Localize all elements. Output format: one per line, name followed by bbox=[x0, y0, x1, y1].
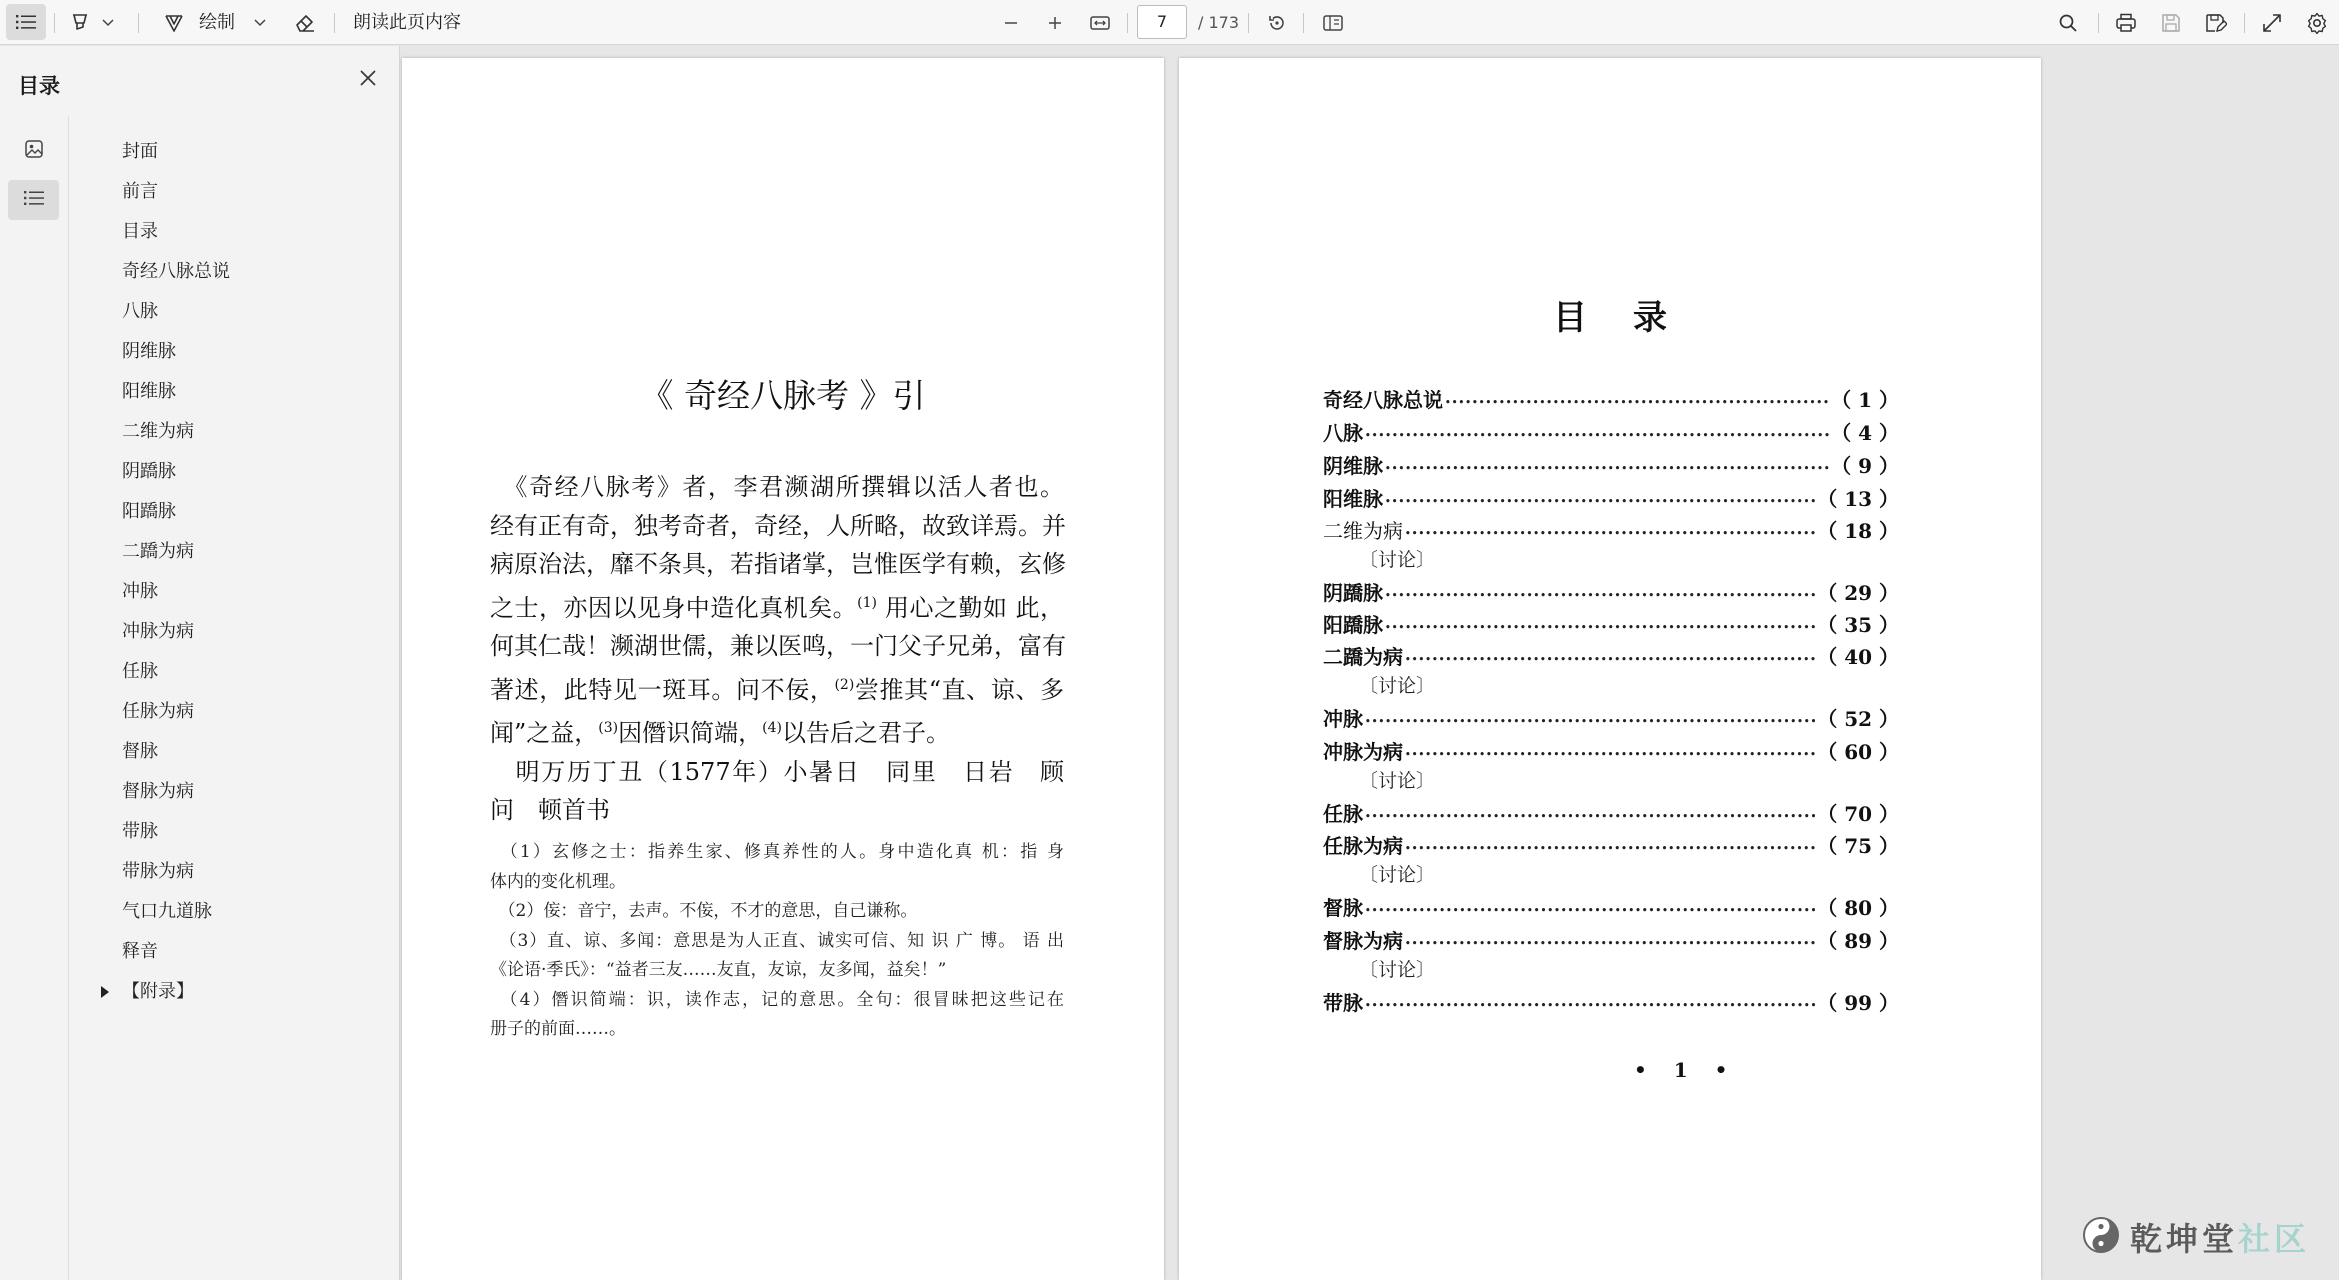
toc-label: 阴蹻脉 bbox=[1323, 580, 1383, 605]
toc-page: （ 40 ） bbox=[1817, 644, 1899, 669]
toc-entry bbox=[1323, 576, 1899, 606]
watermark bbox=[2082, 1215, 2310, 1259]
text-line bbox=[490, 584, 1064, 628]
outline-item[interactable]: 任脉为病 bbox=[122, 701, 194, 722]
text-line: 明万历丁丑（1577年）小暑日 同里 日岩 顾 bbox=[490, 757, 1064, 786]
print-button[interactable] bbox=[2111, 0, 2141, 45]
sidebar-rail bbox=[0, 116, 69, 1280]
toc-page: （ 70 ） bbox=[1817, 801, 1899, 826]
sidebar bbox=[0, 46, 400, 1280]
save-icon bbox=[2161, 13, 2181, 33]
outline-icon bbox=[24, 190, 44, 210]
save-as-button[interactable] bbox=[2201, 0, 2231, 45]
footnote-ref: (4) bbox=[762, 720, 782, 736]
close-sidebar-button[interactable] bbox=[354, 66, 382, 94]
toc-entry bbox=[1323, 514, 1899, 544]
outline-item[interactable]: 二蹻为病 bbox=[122, 541, 194, 562]
toc-entry bbox=[1323, 986, 1899, 1016]
outline-item[interactable]: 任脉 bbox=[122, 661, 158, 682]
highlight-icon bbox=[70, 13, 92, 33]
toc-label: 阴维脉 bbox=[1323, 453, 1383, 478]
text-fragment: 著述，此特见一斑耳。问不佞， bbox=[490, 675, 835, 704]
search-button[interactable] bbox=[2053, 0, 2083, 45]
toc-leader bbox=[1385, 485, 1815, 509]
toc-leader bbox=[1385, 452, 1829, 476]
toc-entry bbox=[1323, 482, 1899, 512]
footnote-ref: (3) bbox=[598, 720, 619, 736]
pdf-page-right bbox=[1179, 58, 2041, 1280]
read-aloud-button[interactable]: 朗读此页内容 bbox=[353, 12, 461, 33]
outline-view-button[interactable] bbox=[8, 180, 59, 220]
text-line bbox=[490, 666, 1064, 710]
toc-entry bbox=[1323, 891, 1899, 921]
toc-label: 阳蹻脉 bbox=[1323, 612, 1383, 637]
toc-page: （ 89 ） bbox=[1817, 928, 1899, 953]
outline-item[interactable]: 前言 bbox=[122, 181, 158, 202]
toc-page: （ 1 ） bbox=[1831, 387, 1899, 412]
fit-width-button[interactable] bbox=[1085, 0, 1115, 45]
toc-label: 冲脉 bbox=[1323, 706, 1363, 731]
fit-width-icon bbox=[1090, 15, 1110, 31]
fullscreen-button[interactable] bbox=[2257, 0, 2287, 45]
outline-item-appendix[interactable]: 【附录】 bbox=[122, 981, 194, 1002]
toc-leader bbox=[1405, 738, 1815, 762]
expand-appendix-button[interactable] bbox=[98, 977, 112, 1007]
outline-item[interactable]: 八脉 bbox=[122, 301, 158, 322]
footnotes bbox=[490, 838, 1064, 1045]
text-line bbox=[490, 709, 1064, 753]
footnote-line: 体内的变化机理。 bbox=[490, 871, 626, 892]
toc-subentry: 〔讨论〕 bbox=[1359, 770, 1436, 792]
document-viewer[interactable] bbox=[401, 46, 2339, 1280]
toc-label: 任脉 bbox=[1323, 801, 1363, 826]
toc-leader bbox=[1405, 517, 1815, 541]
zoom-out-button[interactable] bbox=[996, 0, 1026, 45]
text-line: 《奇经八脉考》者，李君濒湖所撰辑以活人者也。 bbox=[490, 473, 1064, 501]
footnote-ref: (1) bbox=[857, 594, 877, 611]
toc-page: （ 9 ） bbox=[1831, 453, 1899, 478]
toc-label: 二维为病 bbox=[1323, 518, 1403, 543]
page-number-input[interactable]: 7 bbox=[1137, 5, 1187, 39]
text-fragment: 因僭识简端， bbox=[618, 719, 763, 747]
footnote-line: 《论语·季氏》：“益者三友……友直，友谅，友多闻，益矣！” bbox=[490, 960, 947, 980]
fullscreen-icon bbox=[2262, 13, 2282, 33]
toc-page: （ 60 ） bbox=[1817, 739, 1899, 764]
toc-entry bbox=[1323, 735, 1899, 765]
draw-label[interactable]: 绘制 bbox=[199, 12, 235, 33]
outline-item[interactable]: 释音 bbox=[122, 941, 158, 962]
watermark-accent: 社区 bbox=[2238, 1220, 2311, 1258]
outline-item[interactable]: 带脉 bbox=[122, 821, 158, 842]
toc-label: 带脉 bbox=[1323, 990, 1363, 1015]
toc-subentry: 〔讨论〕 bbox=[1359, 959, 1436, 981]
outline-item[interactable]: 督脉为病 bbox=[122, 781, 194, 802]
toc-page: （ 52 ） bbox=[1817, 706, 1899, 731]
outline-item[interactable]: 冲脉为病 bbox=[122, 621, 194, 642]
erase-button[interactable] bbox=[290, 0, 320, 45]
toc-leader bbox=[1365, 989, 1815, 1013]
toc-entry bbox=[1323, 383, 1899, 413]
toc-page: （ 80 ） bbox=[1817, 895, 1899, 920]
page-heading: 《 奇经八脉考 》引 bbox=[640, 376, 926, 415]
text-line: 病原治法，靡不条具，若指诸掌，岂惟医学有赖，玄修 bbox=[490, 550, 1066, 578]
outline-item[interactable]: 奇经八脉总说 bbox=[122, 261, 230, 282]
toc-entry bbox=[1323, 608, 1899, 638]
toc-subentry: 〔讨论〕 bbox=[1359, 549, 1436, 571]
outline-item[interactable]: 阴维脉 bbox=[122, 341, 176, 362]
outline-item[interactable]: 气口九道脉 bbox=[122, 901, 212, 922]
toc-page: （ 4 ） bbox=[1831, 420, 1899, 445]
toc-label: 二蹻为病 bbox=[1323, 644, 1403, 669]
page-total: / 173 bbox=[1198, 13, 1240, 32]
toc-page: （ 35 ） bbox=[1817, 612, 1899, 637]
close-icon bbox=[358, 68, 378, 92]
text-line: 经有正有奇，独考奇者，奇经，人所略，故致详焉。并 bbox=[490, 511, 1066, 540]
toc-label: 督脉为病 bbox=[1323, 928, 1403, 953]
text-fragment: 以告后之君子。 bbox=[781, 719, 950, 747]
text-fragment: 闻”之益， bbox=[490, 719, 599, 747]
toc-subentry: 〔讨论〕 bbox=[1359, 864, 1436, 886]
toc-leader bbox=[1405, 927, 1815, 951]
rotate-icon bbox=[1267, 13, 1287, 33]
outline-item[interactable]: 封面 bbox=[122, 141, 158, 162]
outline-item[interactable]: 二维为病 bbox=[122, 421, 194, 442]
thumbnails-icon bbox=[24, 139, 44, 163]
toc-leader bbox=[1385, 579, 1815, 603]
outline-item[interactable]: 冲脉 bbox=[122, 581, 158, 602]
draw-options-button[interactable] bbox=[252, 0, 268, 45]
page-view-button[interactable] bbox=[1318, 0, 1348, 45]
text-fragment: 之士，亦因以见身中造化真机矣。 bbox=[490, 593, 858, 622]
text-line: 何其仁哉！濒湖世儒，兼以医鸣，一门父子兄弟，富有 bbox=[490, 632, 1066, 660]
footnote-line: 册子的前面……。 bbox=[490, 1019, 626, 1039]
toc-entry bbox=[1323, 449, 1899, 479]
text-line: 问 顿首书 bbox=[490, 796, 610, 824]
zoom-in-icon bbox=[1047, 15, 1063, 31]
toc-subentry: 〔讨论〕 bbox=[1359, 675, 1436, 697]
search-icon bbox=[2058, 13, 2078, 33]
text-fragment: 用心之勤如 此， bbox=[876, 593, 1064, 622]
footnote-line: （1）玄修之士：指养生家、修真养性的人。身中造化真 机：指 身 bbox=[490, 842, 1064, 862]
draw-icon bbox=[164, 13, 186, 33]
toc-page: （ 13 ） bbox=[1817, 486, 1899, 511]
save-as-icon bbox=[2205, 13, 2227, 33]
draw-button[interactable] bbox=[160, 0, 190, 45]
settings-icon bbox=[2306, 12, 2328, 34]
toc-label: 督脉 bbox=[1323, 895, 1363, 920]
sidebar-title: 目录 bbox=[18, 74, 60, 98]
rotate-button[interactable] bbox=[1262, 0, 1292, 45]
footnote-line: （4）僭识简端：识，读作志，记的意思。全句：很冒昧把这些记在 bbox=[490, 989, 1064, 1010]
pdf-page-left bbox=[402, 58, 1164, 1280]
list-icon bbox=[16, 14, 36, 30]
toc-label: 冲脉为病 bbox=[1323, 739, 1403, 764]
toolbar bbox=[0, 0, 2339, 45]
watermark-main: 乾坤堂 bbox=[2130, 1220, 2239, 1258]
save-button[interactable] bbox=[2156, 0, 2186, 45]
toc-leader bbox=[1405, 832, 1815, 856]
watermark-text bbox=[2130, 1214, 2310, 1260]
outline-item[interactable]: 阳维脉 bbox=[122, 381, 176, 402]
outline-item[interactable]: 目录 bbox=[122, 221, 158, 242]
toc-heading: 目录 bbox=[1553, 298, 1713, 338]
zoom-out-icon bbox=[1003, 15, 1019, 31]
outline-item[interactable]: 督脉 bbox=[122, 741, 158, 762]
toc-entry bbox=[1323, 797, 1899, 827]
zoom-in-button[interactable] bbox=[1040, 0, 1070, 45]
toc-label: 八脉 bbox=[1323, 420, 1363, 445]
highlight-button[interactable] bbox=[66, 0, 96, 45]
footnote-ref: (2) bbox=[834, 676, 855, 693]
caret-right-icon bbox=[100, 983, 110, 1002]
eraser-icon bbox=[294, 13, 316, 33]
toc-label: 奇经八脉总说 bbox=[1323, 387, 1443, 412]
toc-page: （ 75 ） bbox=[1817, 833, 1899, 858]
toc-entry bbox=[1323, 829, 1899, 859]
toc-leader bbox=[1445, 386, 1829, 410]
thumbnails-view-button[interactable] bbox=[8, 131, 59, 171]
toc-page: （ 18 ） bbox=[1817, 518, 1899, 543]
outline-item[interactable]: 阳蹻脉 bbox=[122, 501, 176, 522]
toc-entry bbox=[1323, 416, 1899, 446]
toc-leader bbox=[1385, 611, 1815, 635]
highlight-options-button[interactable] bbox=[100, 0, 116, 45]
outline-item[interactable]: 阴蹻脉 bbox=[122, 461, 176, 482]
outline-item[interactable]: 带脉为病 bbox=[122, 861, 194, 882]
chevron-down-icon bbox=[254, 19, 266, 27]
footnote-line: （2）侫：音宁，去声。不侫，不才的意思，自己谦称。 bbox=[490, 901, 918, 921]
toc-leader bbox=[1405, 643, 1815, 667]
chevron-down-icon bbox=[102, 19, 114, 27]
page-view-icon bbox=[1323, 14, 1343, 32]
yin-yang-icon bbox=[2082, 1216, 2120, 1258]
toc-page: （ 99 ） bbox=[1817, 990, 1899, 1015]
toggle-sidebar-button[interactable] bbox=[6, 4, 46, 40]
toc-label: 任脉为病 bbox=[1323, 833, 1403, 858]
footnote-line: （3）直、谅、多闻：意思是为人正直、诚实可信、知 识 广 博。 语 出 bbox=[490, 930, 1064, 951]
toc-entry bbox=[1323, 702, 1899, 732]
print-icon bbox=[2115, 13, 2137, 33]
toc-leader bbox=[1365, 705, 1815, 729]
toc-label: 阳维脉 bbox=[1323, 486, 1383, 511]
toc-entry bbox=[1323, 924, 1899, 954]
preface-text bbox=[490, 468, 1064, 830]
text-fragment: 尝推其“直、谅、多 bbox=[854, 675, 1064, 704]
toc-leader bbox=[1365, 419, 1829, 443]
toc-entry bbox=[1323, 640, 1899, 670]
page-folio: • 1 • bbox=[1634, 1058, 1738, 1082]
toc-leader bbox=[1365, 800, 1815, 824]
settings-button[interactable] bbox=[2302, 0, 2332, 45]
toc-page: （ 29 ） bbox=[1817, 580, 1899, 605]
toc-leader bbox=[1365, 894, 1815, 918]
